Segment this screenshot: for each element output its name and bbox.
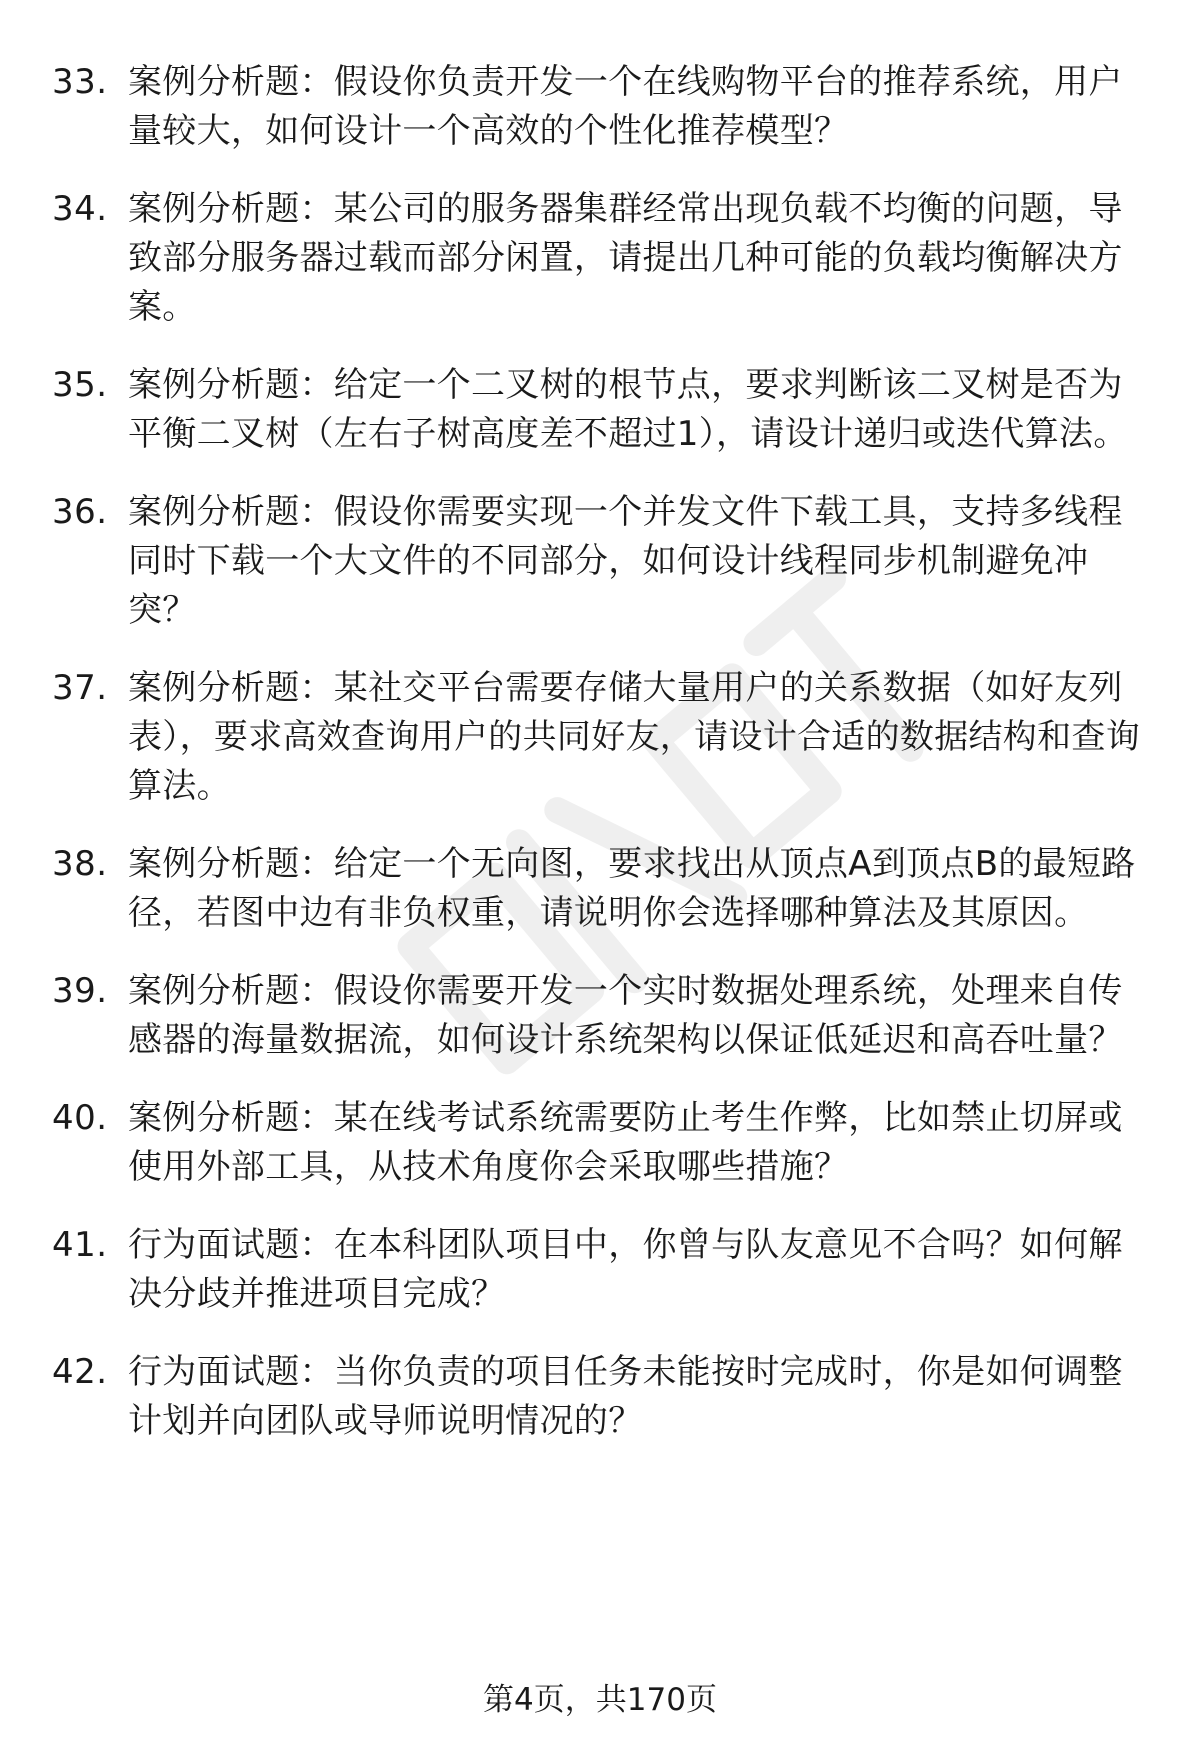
question-number: 35. xyxy=(52,365,108,405)
question-text: 行为面试题：在本科团队项目中，你曾与队友意见不合吗？如何解决分歧并推进项目完成？ xyxy=(128,1225,1123,1314)
page-number-footer: 第4页，共170页 xyxy=(483,1682,717,1718)
question-text: 案例分析题：假设你需要开发一个实时数据处理系统，处理来自传感器的海量数据流，如何设计系统架构以保证低延迟和高吞吐量？ xyxy=(128,971,1123,1060)
question-number: 37. xyxy=(52,668,108,708)
question-text: 案例分析题：某社交平台需要存储大量用户的关系数据（如好友列表），要求高效查询用户的共同好友，请设计合适的数据结构和查询算法。 xyxy=(128,668,1140,806)
question-number: 39. xyxy=(52,971,108,1011)
question-item xyxy=(52,1348,1162,1446)
question-number: 42. xyxy=(52,1352,108,1392)
question-text: 案例分析题：给定一个无向图，要求找出从顶点A到顶点B的最短路径，若图中边有非负权重，请说明你会选择哪种算法及其原因。 xyxy=(128,844,1136,933)
question-item xyxy=(52,58,1162,156)
question-item xyxy=(52,664,1162,811)
question-text: 案例分析题：某在线考试系统需要防止考生作弊，比如禁止切屏或使用外部工具，从技术角度你会采取哪些措施？ xyxy=(128,1098,1123,1187)
question-number: 41. xyxy=(52,1225,108,1265)
question-item xyxy=(52,361,1162,459)
question-item xyxy=(52,1221,1162,1319)
question-number: 38. xyxy=(52,844,108,884)
question-text: 案例分析题：某公司的服务器集群经常出现负载不均衡的问题，导致部分服务器过载而部分闲置，请提出几种可能的负载均衡解决方案。 xyxy=(128,189,1123,327)
question-text: 案例分析题：假设你需要实现一个并发文件下载工具，支持多线程同时下载一个大文件的不同部分，如何设计线程同步机制避免冲突？ xyxy=(128,492,1123,630)
question-text: 案例分析题：给定一个二叉树的根节点，要求判断该二叉树是否为平衡二叉树（左右子树高度差不超过1），请设计递归或迭代算法。 xyxy=(128,365,1128,454)
question-item xyxy=(52,840,1162,938)
question-number: 40. xyxy=(52,1098,108,1138)
question-item xyxy=(52,1094,1162,1192)
question-list xyxy=(52,58,1162,1475)
question-number: 33. xyxy=(52,62,108,102)
question-item xyxy=(52,185,1162,332)
question-text: 案例分析题：假设你负责开发一个在线购物平台的推荐系统，用户量较大，如何设计一个高效的个性化推荐模型？ xyxy=(128,62,1123,151)
question-number: 36. xyxy=(52,492,108,532)
question-item xyxy=(52,488,1162,635)
question-item xyxy=(52,967,1162,1065)
question-number: 34. xyxy=(52,189,108,229)
question-text: 行为面试题：当你负责的项目任务未能按时完成时，你是如何调整计划并向团队或导师说明情况的？ xyxy=(128,1352,1123,1441)
